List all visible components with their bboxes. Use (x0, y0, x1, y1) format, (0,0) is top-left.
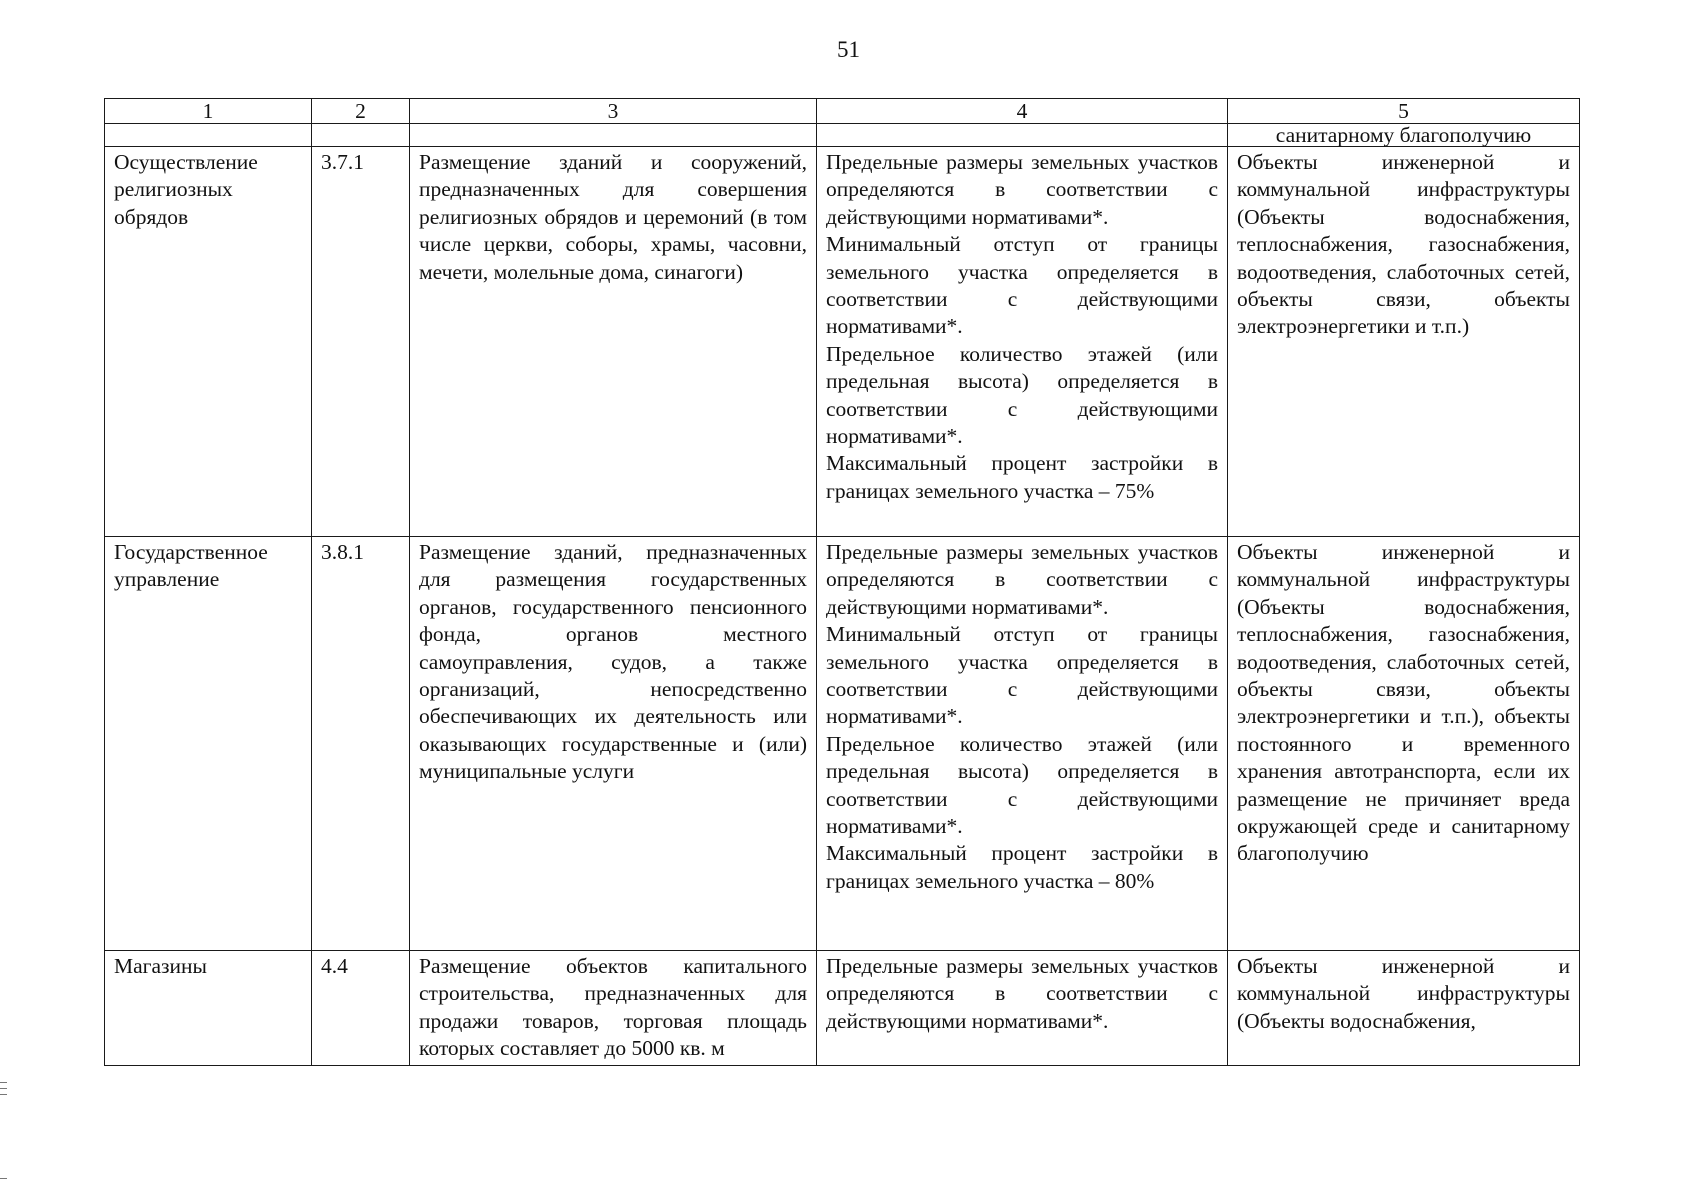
column-number-3: 3 (410, 99, 817, 124)
scan-margin-mark (0, 1088, 7, 1089)
use-type-description: Размещение объектов капитального строительства, предназначенных для продажи товаров, торговая площадь которых составляет до 5000 кв. м (410, 951, 817, 1066)
column-number-2: 2 (312, 99, 410, 124)
table-row (105, 951, 1580, 1066)
use-type-code: 4.4 (312, 951, 410, 1066)
parameter-floors: Предельное количество этажей (или предельная высота) определяется в соответствии с действующими нормативами*. (826, 731, 1218, 839)
column-number-1: 1 (105, 99, 312, 124)
use-type-code: 3.8.1 (312, 537, 410, 951)
auxiliary-uses: Объекты инженерной и коммунальной инфраструктуры (Объекты водоснабжения, теплоснабжения, газоснабжения, водоотведения, слаботочных сетей, объекты связи, объекты электроэнергетики и т.п.) (1228, 147, 1580, 537)
building-parameters (817, 147, 1228, 537)
land-use-table (104, 98, 1580, 1066)
continuation-cell-5: санитарному благополучию (1228, 124, 1580, 147)
column-number-5: 5 (1228, 99, 1580, 124)
parameter-plot-size: Предельные размеры земельных участков определяются в соответствии с действующими нормативами*. (826, 954, 1218, 1033)
column-number-4: 4 (817, 99, 1228, 124)
scan-margin-mark (0, 1082, 7, 1083)
use-type-description: Размещение зданий, предназначенных для размещения государственных органов, государственного пенсионного фонда, органов местного самоуправления, судов, а также организаций, непосредственно обеспечивающих их деятельность или оказывающих государственные и (или) муниципальные услуги (410, 537, 817, 951)
continuation-cell-3 (410, 124, 817, 147)
page-number: 51 (837, 37, 860, 62)
use-type-name: Государственное управление (105, 537, 312, 951)
continuation-cell-1 (105, 124, 312, 147)
auxiliary-uses: Объекты инженерной и коммунальной инфраструктуры (Объекты водоснабжения, (1228, 951, 1580, 1066)
continuation-cell-2 (312, 124, 410, 147)
building-parameters (817, 951, 1228, 1066)
use-type-name: Осуществление религиозных обрядов (105, 147, 312, 537)
parameter-plot-size: Предельные размеры земельных участков определяются в соответствии с действующими нормативами*. (826, 540, 1218, 619)
auxiliary-uses: Объекты инженерной и коммунальной инфраструктуры (Объекты водоснабжения, теплоснабжения, газоснабжения, водоотведения, слаботочных сетей, объекты связи, объекты электроэнергетики и т.п.), объекты постоянного и временного хранения автотранспорта, если их размещение не причиняет вреда окружающей среде и санитарному благополучию (1228, 537, 1580, 951)
building-parameters (817, 537, 1228, 951)
use-type-name: Магазины (105, 951, 312, 1066)
parameter-setback: Минимальный отступ от границы земельного участка определяется в соответствии с действующими нормативами*. (826, 622, 1218, 729)
parameter-floors: Предельное количество этажей (или предельная высота) определяется в соответствии с действующими нормативами*. (826, 341, 1218, 449)
table-row (105, 147, 1580, 537)
scan-margin-mark (0, 1094, 7, 1095)
parameter-plot-size: Предельные размеры земельных участков определяются в соответствии с действующими нормативами*. (826, 150, 1218, 229)
continuation-cell-4 (817, 124, 1228, 147)
table-row (105, 537, 1580, 951)
use-type-code: 3.7.1 (312, 147, 410, 537)
scan-margin-mark (0, 1178, 7, 1179)
parameter-coverage: Максимальный процент застройки в границах земельного участка – 75% (826, 451, 1218, 503)
continuation-row (105, 124, 1580, 147)
column-number-header-row (105, 99, 1580, 124)
use-type-description: Размещение зданий и сооружений, предназначенных для совершения религиозных обрядов и церемоний (в том числе церкви, соборы, храмы, часовни, мечети, молельные дома, синагоги) (410, 147, 817, 537)
parameter-coverage: Максимальный процент застройки в границах земельного участка – 80% (826, 841, 1218, 893)
parameter-setback: Минимальный отступ от границы земельного участка определяется в соответствии с действующими нормативами*. (826, 232, 1218, 339)
